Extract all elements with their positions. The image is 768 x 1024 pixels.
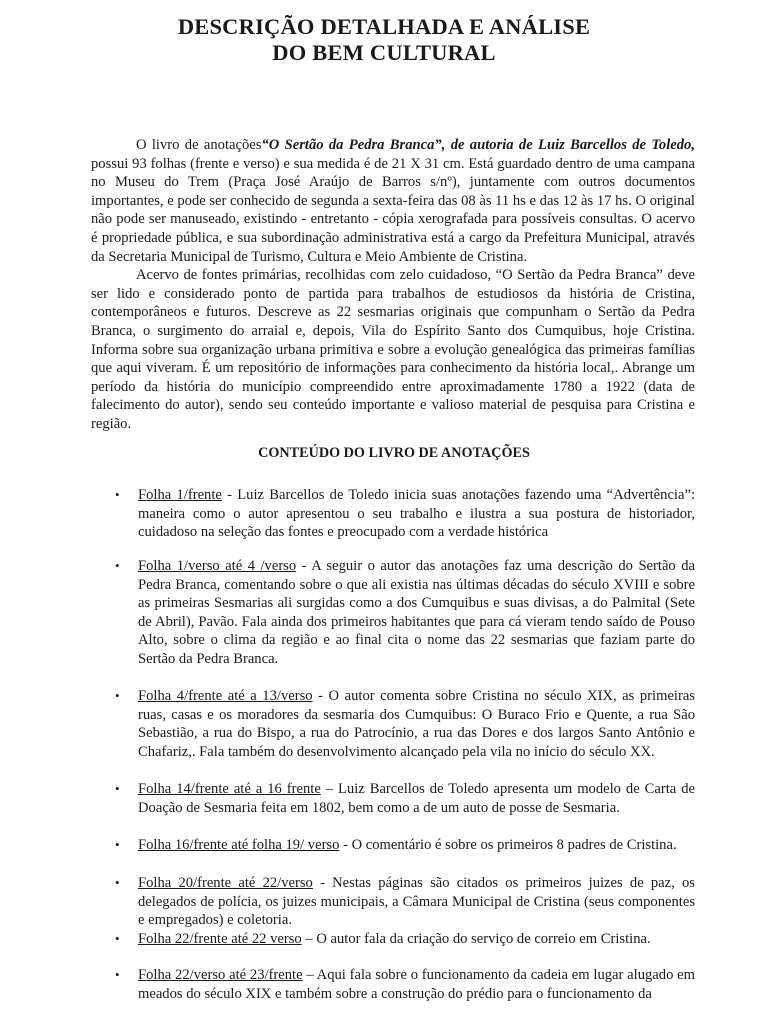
item-description: - Luiz Barcellos de Toledo inicia suas anotações fazendo uma “Advertência”: maneira como o autor apresentou o seu trabalho e ilustra a sua postura de historiador, cuidadoso na seleção das fontes e preocupado com a verdade histórica	[138, 487, 695, 541]
bullet-icon: •	[115, 558, 120, 573]
item-description: - Nestas páginas são citados os primeiros juizes de paz, os delegados de polícia, os juizes municipais, a Câmara Municipal de Cristina (seus componentes e empregados) e coletoria.	[138, 875, 695, 929]
item-description: - A seguir o autor das anotações faz uma descrição do Sertão da Pedra Branca, comentando sobre o que ali existia nas últimas décadas do século XVIII e sobre as primeiras Sesmarias ali surgidas como a dos Cumquibus e suas divisas, a do Palmital (Sete de Abril), Pavão. Fala ainda dos primeiros habitantes que para cá vieram tendo saído de Pouso Alto, sobre o clima da região e ao final cita o nome das 22 sesmarias que faziam parte do Sertão da Pedra Branca.	[138, 558, 695, 667]
bullet-icon: •	[115, 875, 120, 890]
item-description: – O autor fala da criação do serviço de correio em Cristina.	[301, 931, 651, 947]
item-description: – Aqui fala sobre o funcionamento da cadeia em lugar alugado em meados do século XIX e também sobre a construção do prédio para o funcionamento da	[138, 967, 695, 1002]
list-item	[115, 966, 695, 1003]
contents-heading: CONTEÚDO DO LIVRO DE ANOTAÇÕES	[258, 445, 530, 461]
item-description: – Luiz Barcellos de Toledo apresenta um modelo de Carta de Doação de Sesmaria feita em 1802, bem como a de um auto de posse de Sesmaria.	[138, 781, 695, 816]
page-title	[0, 14, 768, 66]
bullet-icon: •	[115, 967, 120, 982]
list-item	[115, 874, 695, 930]
list-item	[115, 486, 695, 542]
list-item	[115, 780, 695, 817]
sheet-reference: Folha 16/frente até folha 19/ verso	[138, 837, 340, 853]
bullet-icon: •	[115, 781, 120, 796]
sheet-reference: Folha 22/verso até 23/frente	[138, 967, 303, 983]
sheet-reference: Folha 14/frente até a 16 frente	[138, 781, 321, 797]
intro-p1-prefix: O livro de anotações	[136, 137, 262, 153]
list-item	[115, 687, 695, 761]
list-item	[115, 930, 695, 949]
sheet-reference: Folha 22/frente até 22 verso	[138, 931, 302, 947]
list-item	[115, 836, 695, 855]
intro-paragraph-1	[91, 136, 695, 266]
sheet-reference: Folha 1/verso até 4 /verso	[138, 558, 297, 574]
bullet-icon: •	[115, 487, 120, 502]
sheet-reference: Folha 4/frente até a 13/verso	[138, 688, 313, 704]
intro-paragraph-2: Acervo de fontes primárias, recolhidas com zelo cuidadoso, “O Sertão da Pedra Branca” deve ser lido e considerado ponto de partida para trabalhos de estudiosos da história de Cristina, contemporâneos e futuros. Descreve as 22 sesmarias originais que compunham o Sertão da Pedra Branca, o surgimento do arraial e, depois, Vila do Espírito Santo dos Cumquibus, hoje Cristina. Informa sobre sua organização urbana primitiva e sobre a evolução genealógica das primeiras famílias que aqui viveram. É um repositório de informações para conhecimento da história local,. Abrange um período da história do município compreendido entre aproximadamente 1780 a 1922 (data de falecimento do autor), sendo seu conteúdo importante e valioso material de pesquisa para Cristina e região.	[91, 267, 695, 432]
list-item	[115, 557, 695, 669]
intro-text	[91, 136, 695, 434]
title-line-2: DO BEM CULTURAL	[272, 40, 496, 65]
item-description: - O autor comenta sobre Cristina no século XIX, as primeiras ruas, casas e os moradores da sesmaria dos Cumquibus: O Buraco Frio e Quente, a rua São Sebastião, a rua do Bispo, a rua do Patrocínio, a rua das Dores e dos largos Santo Antônio e Chafariz,. Fala também do desenvolvimento alcançado pela vila no início do século XX.	[138, 688, 695, 760]
bullet-icon: •	[115, 688, 120, 703]
bullet-icon: •	[115, 931, 120, 946]
intro-p1-rest: possui 93 folhas (frente e verso) e sua medida é de 21 X 31 cm. Está guardado dentro de uma campana no Museu do Trem (Praça José Araújo de Barros s/nº), juntamente com outros documentos importantes, e pode ser conhecido de segunda a sexta-feira das 08 às 11 hs e das 12 às 17 hs. O original não pode ser manuseado, existindo - entretanto - cópia xerografada para possíveis consultas. O acervo é propriedade pública, e sua subordinação administrativa está a cargo da Prefeitura Municipal, através da Secretaria Municipal de Turismo, Cultura e Meio Ambiente de Cristina.	[91, 155, 695, 265]
bullet-icon: •	[115, 837, 120, 852]
sheet-reference: Folha 20/frente até 22/verso	[138, 875, 313, 891]
item-description: - O comentário é sobre os primeiros 8 padres de Cristina.	[339, 837, 677, 853]
sheet-reference: Folha 1/frente	[138, 487, 222, 503]
title-line-1: DESCRIÇÃO DETALHADA E ANÁLISE	[177, 14, 591, 39]
book-title-author: “O Sertão da Pedra Branca”, de autoria de Luiz Barcellos de Toledo,	[261, 137, 695, 153]
